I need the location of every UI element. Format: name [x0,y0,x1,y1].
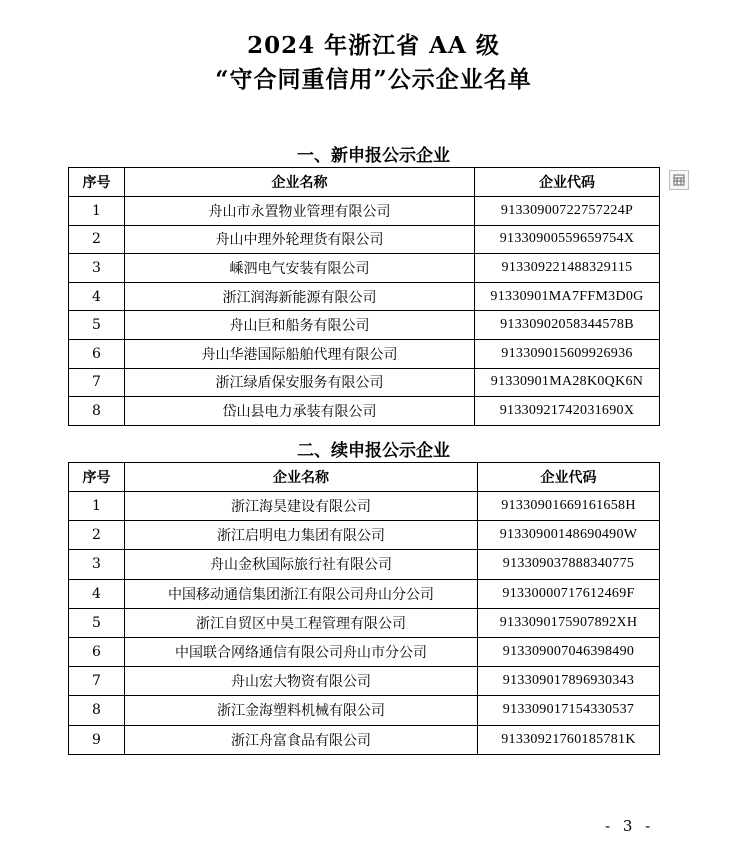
row-company-code: 91330900722757224P [475,197,660,226]
row-company-code: 913309017154330537 [478,696,660,725]
row-company-code: 91330902058344578B [475,311,660,340]
table-row [69,492,660,521]
row-seq: 5 [69,608,125,637]
row-seq: 4 [69,579,125,608]
document-title-line1: 2024 年浙江省 AA 级 [247,32,500,59]
row-company-code: 913309007046398490 [478,637,660,666]
row-seq: 8 [69,696,125,725]
table-header-row [69,463,660,492]
table-view-icon[interactable] [669,170,689,190]
row-company-name: 浙江舟富食品有限公司 [125,725,478,754]
row-seq: 6 [69,339,125,368]
table-row [69,368,660,397]
header-name: 企业名称 [125,168,475,197]
row-company-name: 舟山中理外轮理货有限公司 [125,225,475,254]
row-seq: 1 [69,492,125,521]
table-row [69,339,660,368]
table-row [69,311,660,340]
row-company-name: 浙江自贸区中昊工程管理有限公司 [125,608,478,637]
table-row [69,197,660,226]
header-seq: 序号 [69,168,125,197]
section-heading-new: 一、新申报公示企业 [297,146,450,166]
table-row [69,637,660,666]
row-seq: 3 [69,550,125,579]
row-company-code: 91330901MA28K0QK6N [475,368,660,397]
row-company-name: 中国移动通信集团浙江有限公司舟山分公司 [125,579,478,608]
row-company-code: 91330901MA7FFM3D0G [475,282,660,311]
row-company-code: 91330921760185781K [478,725,660,754]
row-company-code: 91330921742031690X [475,397,660,426]
row-seq: 2 [69,521,125,550]
table-row [69,550,660,579]
table-row [69,725,660,754]
row-seq: 4 [69,282,125,311]
document-title-line2: “守合同重信用”公示企业名单 [215,66,532,93]
table-row [69,282,660,311]
row-company-name: 中国联合网络通信有限公司舟山市分公司 [125,637,478,666]
table-row [69,696,660,725]
row-company-name: 舟山市永置物业管理有限公司 [125,197,475,226]
row-company-code: 91330900559659754X [475,225,660,254]
row-seq: 6 [69,637,125,666]
row-company-code: 913309017590789​2XH [478,608,660,637]
row-seq: 5 [69,311,125,340]
row-seq: 9 [69,725,125,754]
header-code: 企业代码 [475,168,660,197]
row-seq: 7 [69,667,125,696]
new-applicants-table [68,167,660,426]
row-company-code: 91330901669161658H [478,492,660,521]
table-row [69,225,660,254]
row-seq: 7 [69,368,125,397]
row-company-name: 舟山金秋国际旅行社有限公司 [125,550,478,579]
row-company-code: 91330000717612469F [478,579,660,608]
row-company-name: 浙江绿盾保安服务有限公司 [125,368,475,397]
row-seq: 3 [69,254,125,283]
renewal-applicants-table [68,462,660,755]
table-header-row [69,168,660,197]
row-company-name: 舟山巨和船务有限公司 [125,311,475,340]
row-company-code: 913309015609926936 [475,339,660,368]
row-company-name: 浙江润海新能源有限公司 [125,282,475,311]
table-row [69,397,660,426]
row-company-name: 浙江金海塑料机械有限公司 [125,696,478,725]
row-company-name: 岱山县电力承装有限公司 [125,397,475,426]
row-company-code: 91330900148690490W [478,521,660,550]
row-seq: 2 [69,225,125,254]
section-heading-renewal: 二、续申报公示企业 [297,441,450,461]
table-row [69,667,660,696]
header-code: 企业代码 [478,463,660,492]
row-seq: 8 [69,397,125,426]
table-row [69,521,660,550]
row-company-code: 913309017896930343 [478,667,660,696]
row-company-name: 浙江启明电力集团有限公司 [125,521,478,550]
table-row [69,608,660,637]
row-seq: 1 [69,197,125,226]
table-row [69,254,660,283]
row-company-code: 91330922148832911​5 [475,254,660,283]
header-name: 企业名称 [125,463,478,492]
row-company-code: 913309037888340775 [478,550,660,579]
row-company-name: 嵊泗电气安装有限公司 [125,254,475,283]
page-number: - 3 - [605,817,655,835]
row-company-name: 舟山宏大物资有限公司 [125,667,478,696]
row-company-name: 舟山华港国际船舶代理有限公司 [125,339,475,368]
header-seq: 序号 [69,463,125,492]
row-company-name: 浙江海昊建设有限公司 [125,492,478,521]
table-row [69,579,660,608]
